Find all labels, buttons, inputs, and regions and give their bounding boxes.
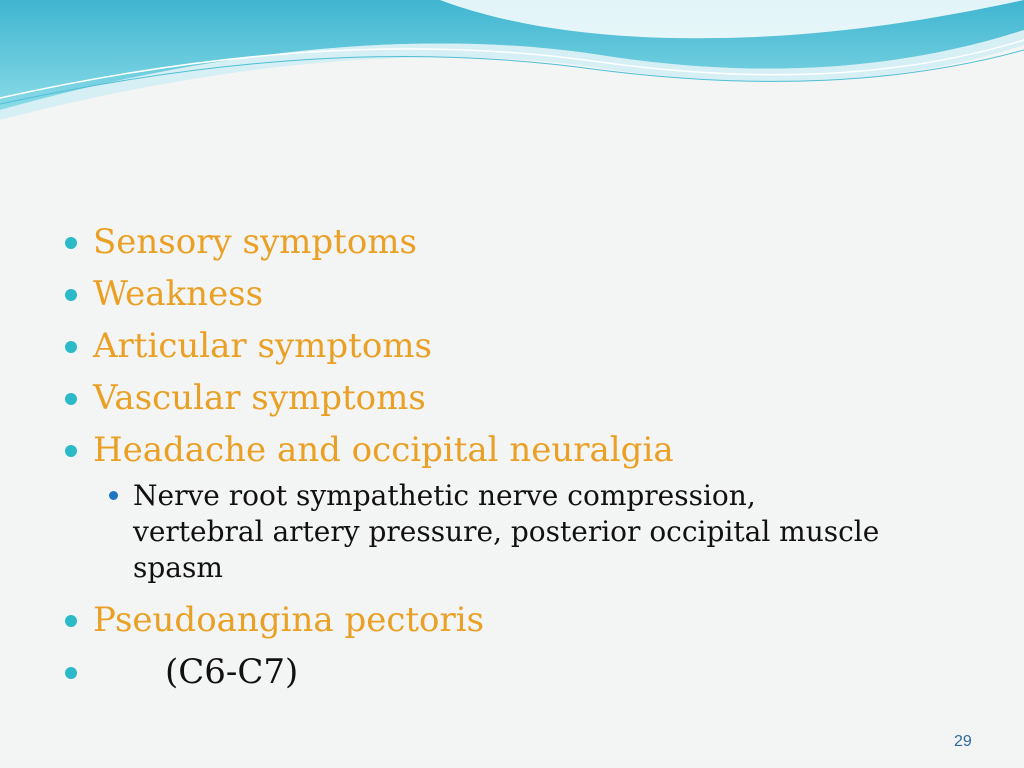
bullet-dot-icon (65, 237, 77, 249)
bullet-item (62, 324, 962, 376)
header-wave-decoration (0, 0, 1024, 130)
bullet-item (62, 272, 962, 324)
bullet-item (62, 220, 962, 272)
bullet-item (62, 650, 962, 702)
bullet-item (62, 428, 962, 480)
sub-bullet-dot-icon (109, 491, 118, 500)
bullet-text: Articular symptoms (93, 326, 432, 366)
bullet-dot-icon (65, 445, 77, 457)
bullet-text: Pseudoangina pectoris (93, 600, 485, 640)
bullet-dot-icon (65, 393, 77, 405)
bullet-item (62, 376, 962, 428)
bullet-text: Sensory symptoms (93, 222, 417, 262)
bullet-text: Weakness (93, 274, 264, 314)
sub-bullet-text: Nerve root sympathetic nerve compression, vertebral artery pressure, posterior occipital muscle spasm (133, 479, 880, 584)
bullet-dot-icon (65, 615, 77, 627)
bullet-dot-icon (65, 667, 77, 679)
bullet-text: (C6-C7) (165, 652, 299, 692)
bullet-dot-icon (65, 289, 77, 301)
sub-bullet-item (62, 478, 933, 586)
bullet-item (62, 598, 962, 650)
page-number: 29 (954, 733, 972, 750)
bullet-list (62, 220, 962, 702)
bullet-text: Headache and occipital neuralgia (93, 430, 674, 470)
bullet-dot-icon (65, 341, 77, 353)
bullet-text: Vascular symptoms (93, 378, 426, 418)
